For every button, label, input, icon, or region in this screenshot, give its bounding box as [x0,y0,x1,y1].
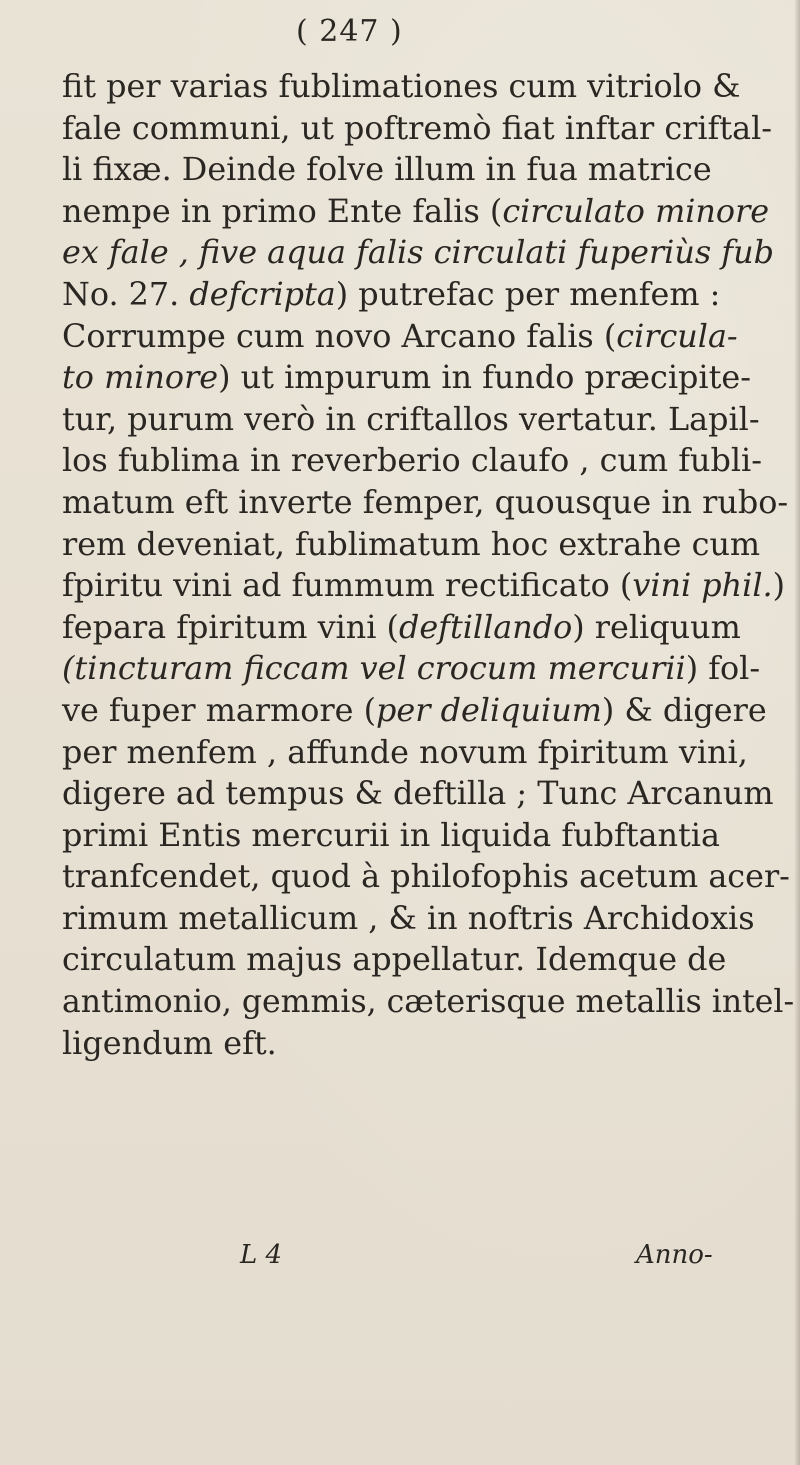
text-segment: fepara fpiritum vini ( [62,607,399,646]
text-segment: Corrumpe cum novo Arcano falis ( [62,316,617,355]
page-number: ( 247 ) [296,14,403,49]
text-line [62,232,794,274]
text-line [62,856,794,898]
text-segment: ligendum eft. [62,1023,277,1062]
text-segment: digere ad tempus & deftilla ; Tunc Arcanum [62,774,774,813]
text-line [62,66,794,108]
text-segment: los fublima in reverberio claufo , cum fubli- [62,441,762,480]
text-segment: primi Entis mercurii in liquida fubftantia [62,815,720,854]
text-line [62,815,794,857]
text-segment: ve fuper marmore ( [62,690,377,729]
page-footer [0,1240,800,1280]
text-line [62,399,794,441]
text-line [62,524,794,566]
text-line [62,274,794,316]
text-segment: li fixæ. Deinde folve illum in fua matrice [62,150,712,189]
text-segment: fale communi, ut poftremò fiat inftar criftal- [62,108,773,147]
text-segment: ) & digere [601,690,767,729]
text-line [62,773,794,815]
signature-mark: L 4 [240,1240,283,1270]
text-line [62,149,794,191]
text-segment: ) putrefac per menfem : [335,274,721,313]
italic-text-segment: to minore [62,358,219,397]
italic-text-segment: (tincturam ficcam vel crocum mercurii [62,649,686,688]
text-segment: circulatum majus appellatur. Idemque de [62,940,727,979]
text-segment: ) ut impurum in fundo præcipite- [218,358,751,397]
text-line [62,732,794,774]
text-line [62,648,794,690]
text-line [62,440,794,482]
text-segment: nempe in primo Ente falis ( [62,191,503,230]
text-line [62,939,794,981]
text-segment: per menfem , affunde novum fpiritum vini, [62,732,748,771]
text-segment: rem deveniat, fublimatum hoc extrahe cum [62,524,761,563]
text-segment: fpiritu vini ad fummum rectificato ( [62,566,633,605]
text-line [62,1023,794,1065]
text-segment: fit per varias fublimationes cum vitriolo & [62,67,741,105]
text-segment: rimum metallicum , & in noftris Archidoxis [62,898,755,937]
text-segment: tur, purum verò in criftallos vertatur. Lapil- [62,399,760,438]
text-line [62,565,794,607]
italic-text-segment: deftillando [398,607,573,646]
text-segment: tranfcendet, quod à philofophis acetum acer- [62,857,790,896]
italic-text-segment: circula- [616,316,738,355]
body-text [62,66,798,1064]
text-line [62,357,794,399]
text-line [62,981,795,1023]
text-segment: ) [772,566,786,605]
text-segment: antimonio, gemmis, cæterisque metallis intel- [62,982,795,1021]
text-line [62,316,794,358]
italic-text-segment: vini phil. [632,566,773,605]
italic-text-segment: per deliquium [376,690,602,729]
text-segment: No. 27. [62,274,190,313]
text-segment: ) fol- [685,649,761,688]
text-line [62,482,794,524]
text-line [62,108,794,150]
italic-text-segment: ex fale , five aqua falis circulati fuperiùs fub [62,233,774,272]
text-line [62,690,794,732]
italic-text-segment: defcripta [189,274,336,313]
catchword: Anno- [636,1240,713,1270]
text-line [62,898,794,940]
text-segment: matum eft inverte femper, quousque in rubo- [62,482,789,521]
text-line [62,191,794,233]
italic-text-segment: circulato minore [502,191,770,230]
text-line [62,607,794,649]
text-segment: ) reliquum [572,607,741,646]
